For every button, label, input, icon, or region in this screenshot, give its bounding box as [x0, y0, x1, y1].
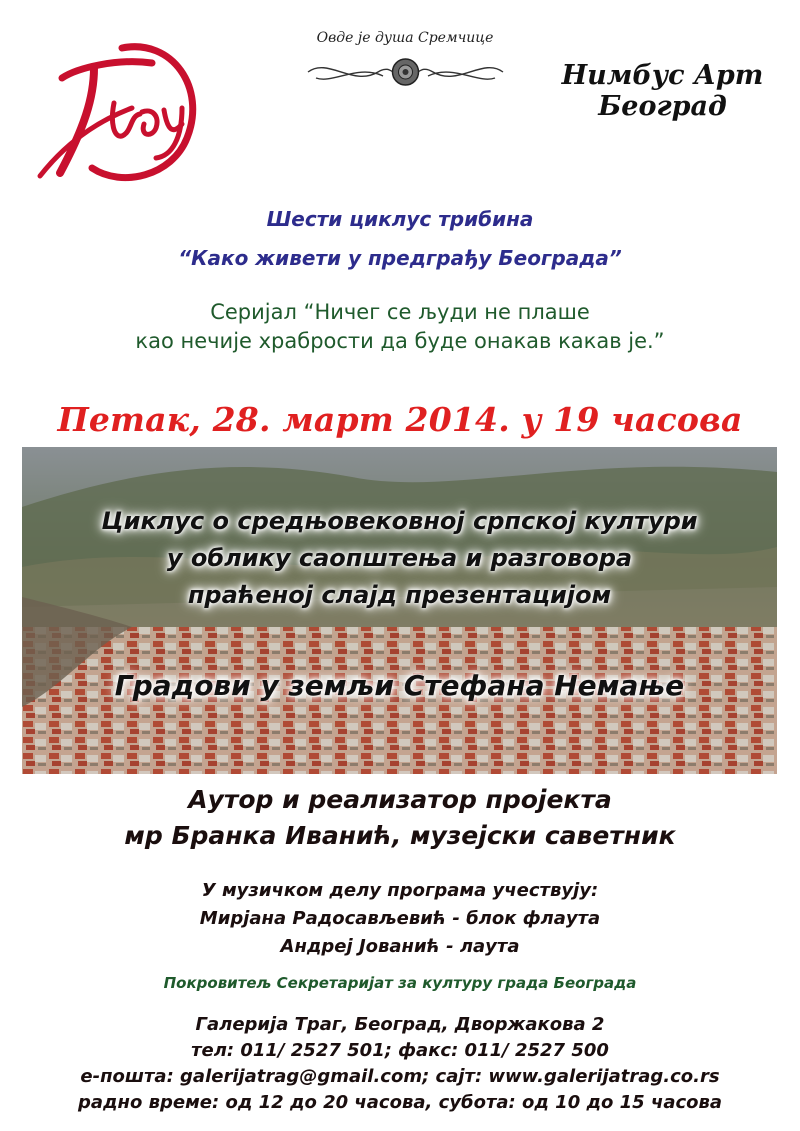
- serial-line-1: Серијал “Ничег се људи не плаше: [210, 300, 590, 324]
- lecture-title: Градови у земљи Стефана Немање: [114, 669, 685, 702]
- contact-email-web: е-пошта: galerijatrag@gmail.com; сајт: www.galerijatrag.co.rs: [80, 1066, 720, 1087]
- contact-address: Галерија Траг, Београд, Дворжакова 2: [195, 1014, 605, 1035]
- organizer-name: [545, 60, 780, 122]
- contact-phone: тел: 011/ 2527 501; факс: 011/ 2527 500: [191, 1040, 609, 1061]
- banner-line-2: у облику саопштења и разговора: [166, 544, 633, 572]
- music-line-3: Андреј Јованић - лаута: [280, 936, 520, 957]
- sponsor-line: Покровитељ Секретаријат за културу града Београда: [163, 974, 637, 992]
- motto-text: Овде је душа Сремчице: [316, 30, 494, 46]
- music-line-1: У музичком делу програма учествују:: [201, 880, 599, 901]
- cycle-title: Шести циклус трибина: [266, 207, 534, 231]
- serial-line-2: као нечије храбрости да буде онакав какав је.”: [135, 329, 665, 353]
- banner-line-3: праћеној слајд презентацијом: [187, 581, 612, 609]
- organizer-line-1: Нимбус Арт: [561, 60, 764, 91]
- author-line-1: Аутор и реализатор пројекта: [188, 785, 612, 814]
- organizer-line-2: Београд: [598, 91, 727, 122]
- music-line-2: Мирјана Радосављевић - блок флаута: [199, 908, 601, 929]
- cycle-subtitle: “Како живети у предграђу Београда”: [178, 246, 622, 270]
- contact-hours: радно време: од 12 до 20 часова, субота: од 10 до 15 часова: [77, 1092, 723, 1113]
- banner-line-1: Циклус о средњовековној српској култури: [101, 507, 698, 535]
- trag-logo-icon: [22, 28, 207, 188]
- author-line-2: мр Бранка Иванић, музејски саветник: [124, 821, 676, 850]
- event-date: Петак, 28. март 2014. у 19 часова: [57, 400, 743, 439]
- ornament-emblem-icon: [298, 52, 513, 92]
- town-photo-banner: [22, 447, 777, 774]
- town-photo-icon: [22, 447, 777, 774]
